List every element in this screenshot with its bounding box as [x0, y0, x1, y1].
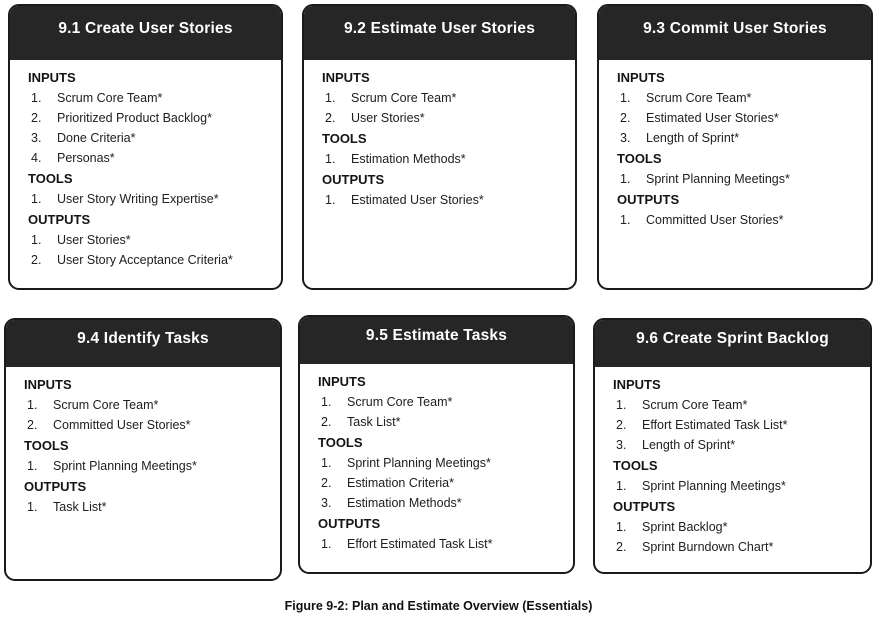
- item-number: 3.: [31, 131, 42, 145]
- list-item: [300, 392, 573, 412]
- item-text: Sprint Burndown Chart*: [642, 540, 774, 554]
- card-title: 9.1 Create User Stories: [58, 20, 233, 37]
- item-text: Sprint Backlog*: [642, 520, 728, 534]
- list-item: [304, 88, 575, 108]
- item-number: 1.: [31, 192, 42, 206]
- item-text: Estimated User Stories*: [351, 193, 484, 207]
- section-label-inputs: INPUTS: [24, 377, 72, 392]
- item-number: 2.: [620, 111, 631, 125]
- list-item: [595, 537, 870, 557]
- item-number: 2.: [31, 253, 42, 267]
- item-text: Sprint Planning Meetings*: [347, 456, 491, 470]
- list-item: [595, 517, 870, 537]
- item-number: 4.: [31, 151, 42, 165]
- item-text: Scrum Core Team*: [57, 91, 163, 105]
- item-number: 1.: [321, 537, 332, 551]
- section-label-tools: TOOLS: [613, 458, 658, 473]
- list-item: [300, 473, 573, 493]
- card-title: 9.6 Create Sprint Backlog: [636, 330, 829, 347]
- section-label-outputs: OUTPUTS: [28, 212, 91, 227]
- item-text: Estimation Methods*: [347, 496, 462, 510]
- list-item: [595, 415, 870, 435]
- section-label-tools: TOOLS: [617, 151, 662, 166]
- section-label-inputs: INPUTS: [28, 70, 76, 85]
- section-label-outputs: OUTPUTS: [613, 499, 676, 514]
- list-item: [595, 395, 870, 415]
- card-body: [599, 60, 871, 230]
- card-body: [6, 367, 280, 517]
- list-item: [599, 108, 871, 128]
- card-9-4-identify-tasks: [4, 318, 282, 581]
- card-header: [304, 6, 575, 60]
- list-item: [6, 497, 280, 517]
- list-item: [599, 128, 871, 148]
- list-item: [10, 108, 281, 128]
- item-number: 1.: [325, 91, 336, 105]
- item-number: 1.: [616, 479, 627, 493]
- item-text: Sprint Planning Meetings*: [53, 459, 197, 473]
- item-number: 1.: [27, 398, 38, 412]
- item-number: 1.: [321, 395, 332, 409]
- item-text: Task List*: [347, 415, 401, 429]
- list-item: [10, 148, 281, 168]
- item-text: Personas*: [57, 151, 115, 165]
- section-label-tools: TOOLS: [24, 438, 69, 453]
- item-text: Estimation Criteria*: [347, 476, 454, 490]
- item-number: 2.: [27, 418, 38, 432]
- card-9-2-estimate-user-stories: [302, 4, 577, 290]
- card-header: [6, 320, 280, 367]
- section-label-inputs: INPUTS: [613, 377, 661, 392]
- item-number: 1.: [27, 459, 38, 473]
- list-item: [10, 189, 281, 209]
- card-header: [599, 6, 871, 60]
- list-item: [300, 493, 573, 513]
- list-item: [599, 210, 871, 230]
- item-text: Effort Estimated Task List*: [347, 537, 493, 551]
- card-title: 9.3 Commit User Stories: [643, 20, 827, 37]
- section-label-tools: TOOLS: [318, 435, 363, 450]
- item-text: Scrum Core Team*: [347, 395, 453, 409]
- item-text: User Story Writing Expertise*: [57, 192, 219, 206]
- card-9-3-commit-user-stories: [597, 4, 873, 290]
- item-text: Scrum Core Team*: [646, 91, 752, 105]
- section-label-outputs: OUTPUTS: [617, 192, 680, 207]
- card-9-5-estimate-tasks: [298, 315, 575, 574]
- list-item: [304, 108, 575, 128]
- item-number: 1.: [27, 500, 38, 514]
- list-item: [595, 435, 870, 455]
- section-label-outputs: OUTPUTS: [322, 172, 385, 187]
- item-text: Sprint Planning Meetings*: [646, 172, 790, 186]
- item-number: 1.: [321, 456, 332, 470]
- list-item: [10, 88, 281, 108]
- item-text: Effort Estimated Task List*: [642, 418, 788, 432]
- item-number: 1.: [325, 152, 336, 166]
- card-header: [595, 320, 870, 367]
- item-number: 2.: [616, 418, 627, 432]
- list-item: [10, 250, 281, 270]
- list-item: [6, 415, 280, 435]
- item-number: 1.: [31, 91, 42, 105]
- card-header: [10, 6, 281, 60]
- item-number: 1.: [616, 398, 627, 412]
- item-text: User Stories*: [351, 111, 425, 125]
- figure-caption: Figure 9-2: Plan and Estimate Overview (Essentials): [284, 599, 593, 613]
- item-text: Scrum Core Team*: [53, 398, 159, 412]
- card-body: [10, 60, 281, 270]
- section-label-tools: TOOLS: [28, 171, 73, 186]
- card-title: 9.4 Identify Tasks: [77, 330, 209, 347]
- card-title: 9.5 Estimate Tasks: [365, 327, 508, 344]
- item-text: Done Criteria*: [57, 131, 136, 145]
- list-item: [300, 534, 573, 554]
- item-number: 2.: [616, 540, 627, 554]
- section-label-outputs: OUTPUTS: [318, 516, 381, 531]
- item-text: Committed User Stories*: [53, 418, 191, 432]
- item-text: Task List*: [53, 500, 107, 514]
- item-text: Scrum Core Team*: [351, 91, 457, 105]
- item-text: Estimated User Stories*: [646, 111, 779, 125]
- card-9-1-create-user-stories: [8, 4, 283, 290]
- item-text: Estimation Methods*: [351, 152, 466, 166]
- item-number: 3.: [616, 438, 627, 452]
- list-item: [599, 88, 871, 108]
- card-header: [300, 317, 573, 364]
- list-item: [10, 230, 281, 250]
- card-9-6-create-sprint-backlog: [593, 318, 872, 574]
- list-item: [599, 169, 871, 189]
- item-number: 1.: [620, 213, 631, 227]
- list-item: [304, 149, 575, 169]
- card-body: [304, 60, 575, 210]
- item-number: 2.: [321, 476, 332, 490]
- item-number: 2.: [325, 111, 336, 125]
- item-number: 2.: [31, 111, 42, 125]
- item-number: 1.: [620, 91, 631, 105]
- list-item: [595, 476, 870, 496]
- item-number: 1.: [620, 172, 631, 186]
- item-number: 1.: [616, 520, 627, 534]
- item-text: Prioritized Product Backlog*: [57, 111, 212, 125]
- item-text: User Stories*: [57, 233, 131, 247]
- list-item: [300, 453, 573, 473]
- item-number: 1.: [325, 193, 336, 207]
- list-item: [6, 395, 280, 415]
- list-item: [6, 456, 280, 476]
- item-number: 3.: [321, 496, 332, 510]
- list-item: [304, 190, 575, 210]
- item-text: Sprint Planning Meetings*: [642, 479, 786, 493]
- item-text: Length of Sprint*: [642, 438, 736, 452]
- item-number: 2.: [321, 415, 332, 429]
- list-item: [10, 128, 281, 148]
- section-label-inputs: INPUTS: [318, 374, 366, 389]
- item-text: Scrum Core Team*: [642, 398, 748, 412]
- item-number: 3.: [620, 131, 631, 145]
- card-title: 9.2 Estimate User Stories: [343, 20, 536, 37]
- item-text: Length of Sprint*: [646, 131, 740, 145]
- card-body: [595, 367, 870, 557]
- list-item: [300, 412, 573, 432]
- section-label-tools: TOOLS: [322, 131, 367, 146]
- section-label-inputs: INPUTS: [617, 70, 665, 85]
- card-body: [300, 364, 573, 554]
- item-number: 1.: [31, 233, 42, 247]
- section-label-inputs: INPUTS: [322, 70, 370, 85]
- item-text: User Story Acceptance Criteria*: [57, 253, 233, 267]
- item-text: Committed User Stories*: [646, 213, 784, 227]
- section-label-outputs: OUTPUTS: [24, 479, 87, 494]
